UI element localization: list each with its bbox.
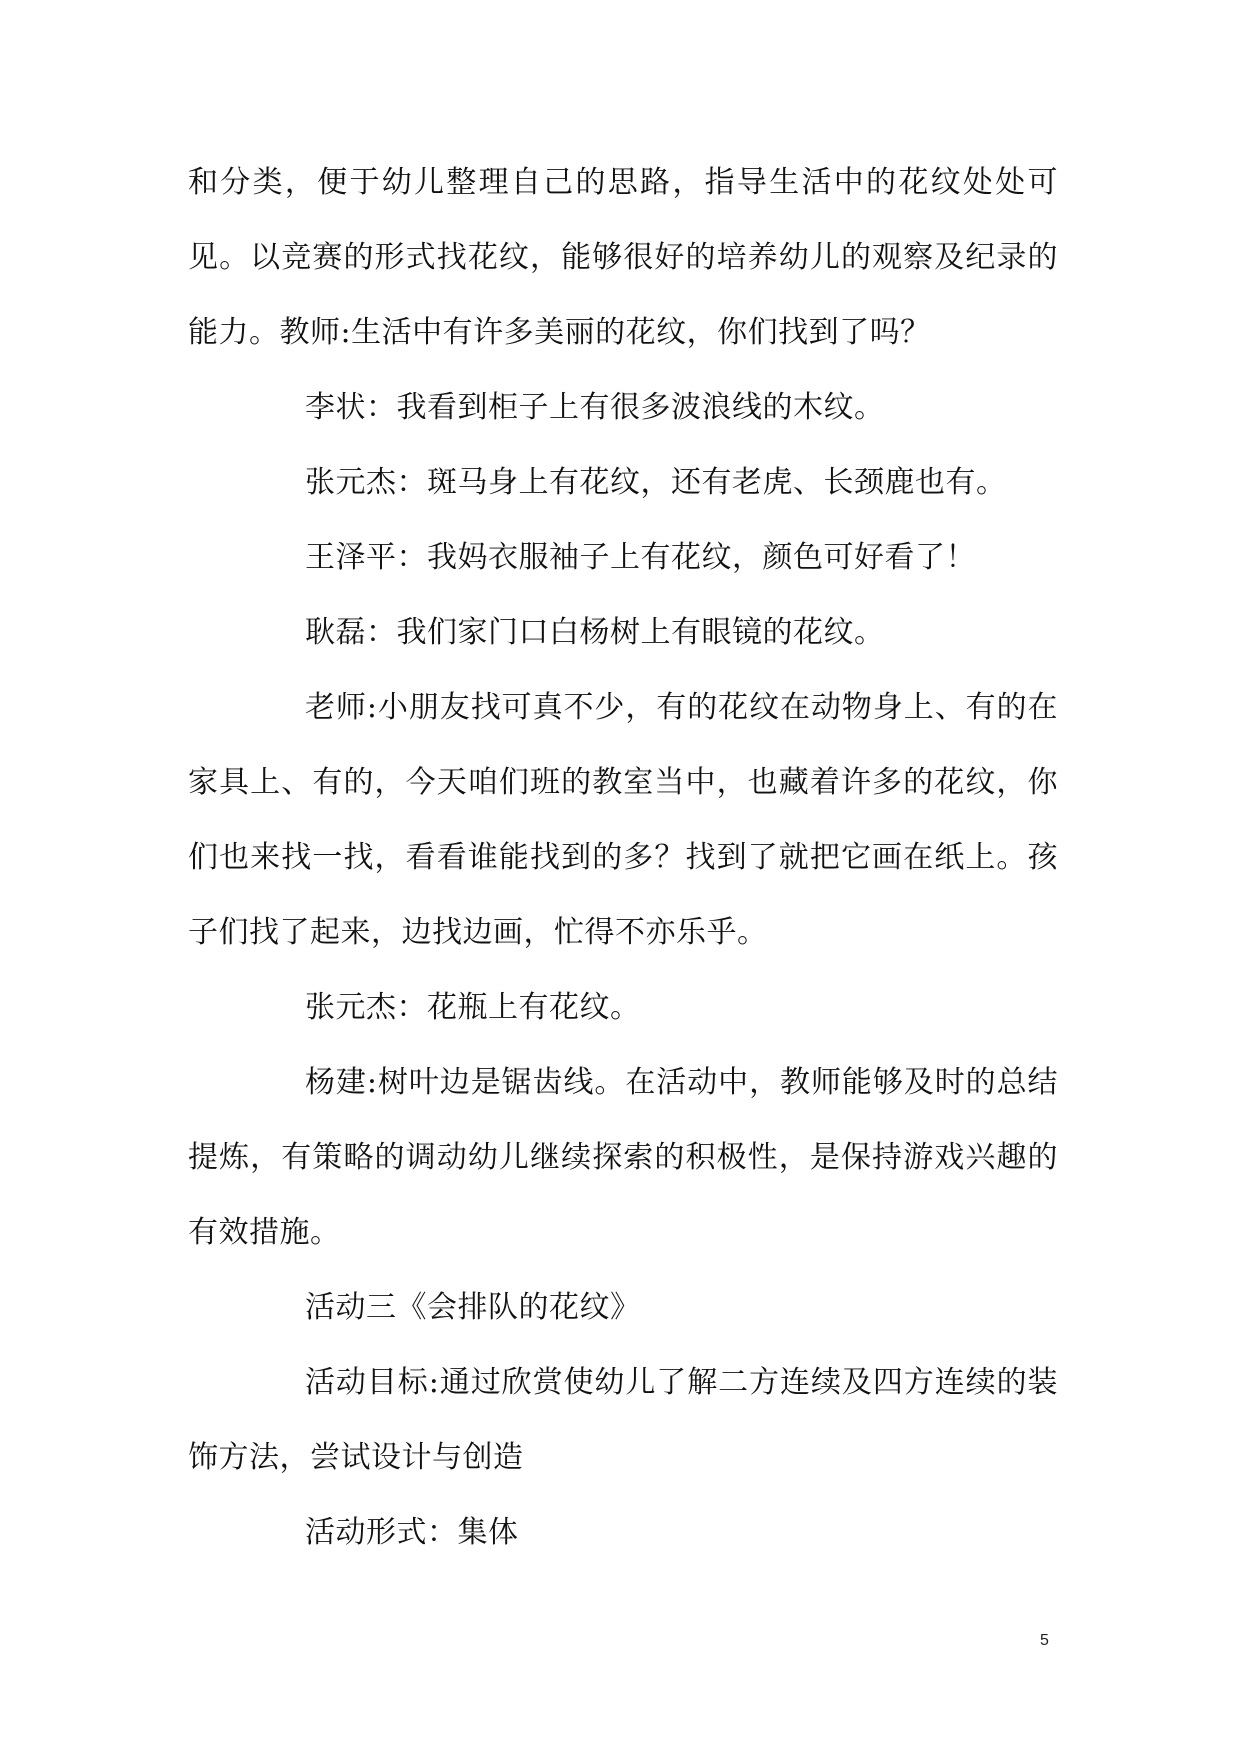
paragraph-activity-goal: 活动目标:通过欣赏使幼儿了解二方连续及四方连续的装饰方法，尝试设计与创造	[188, 1365, 1058, 1475]
paragraph-wang-zeping: 王泽平：我妈衣服袖子上有花纹，颜色可好看了！	[305, 540, 976, 575]
paragraph-yang-jian: 杨建:树叶边是锯齿线。在活动中，教师能够及时的总结提炼，有策略的调动幼儿继续探索的积极性，是保持游戏兴趣的有效措施。	[188, 1065, 1058, 1250]
page-number: 5	[1040, 1632, 1049, 1649]
paragraph-activity-form: 活动形式：集体	[305, 1515, 519, 1550]
paragraph-geng-lei: 耿磊：我们家门口白杨树上有眼镜的花纹。	[305, 615, 885, 650]
paragraph-intro: 和分类，便于幼儿整理自己的思路，指导生活中的花纹处处可见。以竞赛的形式找花纹，能够很好的培养幼儿的观察及纪录的能力。教师:生活中有许多美丽的花纹，你们找到了吗？	[188, 165, 1058, 350]
document-body	[188, 145, 1058, 1570]
paragraph-zhang-yuanjie-2: 张元杰：花瓶上有花纹。	[305, 990, 641, 1025]
paragraph-teacher: 老师:小朋友找可真不少，有的花纹在动物身上、有的在家具上、有的，今天咱们班的教室当中，也藏着许多的花纹，你们也来找一找，看看谁能找到的多？找到了就把它画在纸上。孩子们找了起来，边找边画，忙得不亦乐乎。	[188, 690, 1058, 950]
paragraph-zhang-yuanjie-1: 张元杰：斑马身上有花纹，还有老虎、长颈鹿也有。	[305, 465, 1007, 500]
paragraph-activity-three-title: 活动三《会排队的花纹》	[305, 1290, 641, 1325]
paragraph-li-zhuang: 李状：我看到柜子上有很多波浪线的木纹。	[305, 390, 885, 425]
